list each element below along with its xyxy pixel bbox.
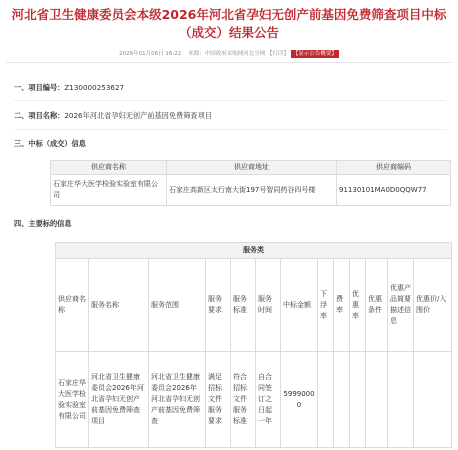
cell-preferential-rate [350, 352, 366, 448]
header-supplier-name: 供应商名称 [51, 161, 167, 175]
publish-date: 2026年01月06日 16:22 [119, 51, 182, 57]
table-row [56, 352, 452, 448]
cell-fee-rate [334, 352, 350, 448]
project-name-section [14, 111, 212, 121]
header-service-name: 服务名称 [89, 259, 149, 352]
header-supplier-code: 供应商编码 [337, 161, 451, 175]
header-discount-rate: 下浮率 [318, 259, 334, 352]
header-supplier-address: 供应商地址 [167, 161, 337, 175]
cell-service-standard: 符合招标文件服务标准 [231, 352, 256, 448]
supplier-code: 91130101MA0D0QQW77 [337, 175, 451, 206]
announcement-title: 河北省卫生健康委员会本级2026年河北省孕妇无创产前基因免费筛查项目中标（成交）结果公告 [11, 7, 447, 40]
header-preferential-product-desc: 优惠产品简要描述信息 [388, 259, 414, 352]
cell-supplier-name: 石家庄华大医学检验实验室有限公司 [56, 352, 89, 448]
project-name-value: 2026年河北省孕妇无创产前基因免费筛查项目 [64, 111, 212, 120]
cell-discount-rate [318, 352, 334, 448]
main-items-label: 四、主要标的信息 [14, 219, 72, 228]
source-link[interactable]: 中国政府采购网河北分网 [204, 51, 266, 57]
service-table-caption: 服务类 [56, 243, 452, 259]
header-service-time: 服务时间 [256, 259, 281, 352]
service-table [55, 242, 452, 448]
header-supplier-name: 供应商名称 [56, 259, 89, 352]
header-award-amount: 中标金额 [281, 259, 318, 352]
header-service-requirements: 服务要求 [206, 259, 231, 352]
table-header-row [56, 259, 452, 352]
header-divider [6, 62, 452, 63]
cell-preferential-price [414, 352, 452, 448]
main-items-section [14, 219, 72, 229]
header-service-standard: 服务标准 [231, 259, 256, 352]
header-preferential-rate: 优惠率 [350, 259, 366, 352]
header-fee-rate: 费率 [334, 259, 350, 352]
cell-service-scope: 河北省卫生健康委员会2026年河北省孕妇无创产前基因免费筛查 [149, 352, 206, 448]
project-number-label: 一、项目编号： [14, 83, 65, 92]
header-preferential-price: 优惠价/入围价 [414, 259, 452, 352]
winner-section [14, 139, 86, 149]
cell-award-amount: 59990000 [281, 352, 318, 448]
show-summary-button[interactable]: 【显示公告概要】 [292, 51, 337, 57]
winner-section-label: 三、中标（成交）信息 [14, 139, 86, 148]
table-row [51, 175, 451, 206]
source-label: 来源： [188, 51, 205, 57]
print-link[interactable]: 【打印】 [267, 51, 290, 57]
table-header-row [51, 161, 451, 175]
winner-table [50, 160, 451, 206]
cell-service-name: 河北省卫生健康委员会2026年河北省孕妇无创产前基因免费筛查项目 [89, 352, 149, 448]
cell-preferential-conditions [366, 352, 388, 448]
cell-service-time: 自合同签订之日起一年 [256, 352, 281, 448]
supplier-address: 石家庄高新区太行南大街197号智同药谷四号楼 [167, 175, 337, 206]
supplier-name: 石家庄华大医学检验实验室有限公司 [51, 175, 167, 206]
cell-service-requirements: 满足招标文件服务要求 [206, 352, 231, 448]
project-name-label: 二、项目名称： [14, 111, 65, 120]
meta-bar [0, 50, 458, 59]
project-number-section [14, 83, 124, 93]
section-divider [14, 100, 446, 101]
section-divider [14, 129, 446, 130]
header-preferential-conditions: 优惠条件 [366, 259, 388, 352]
cell-preferential-product-desc [388, 352, 414, 448]
project-number-value: Z130000253627 [64, 83, 125, 92]
header-service-scope: 服务范围 [149, 259, 206, 352]
